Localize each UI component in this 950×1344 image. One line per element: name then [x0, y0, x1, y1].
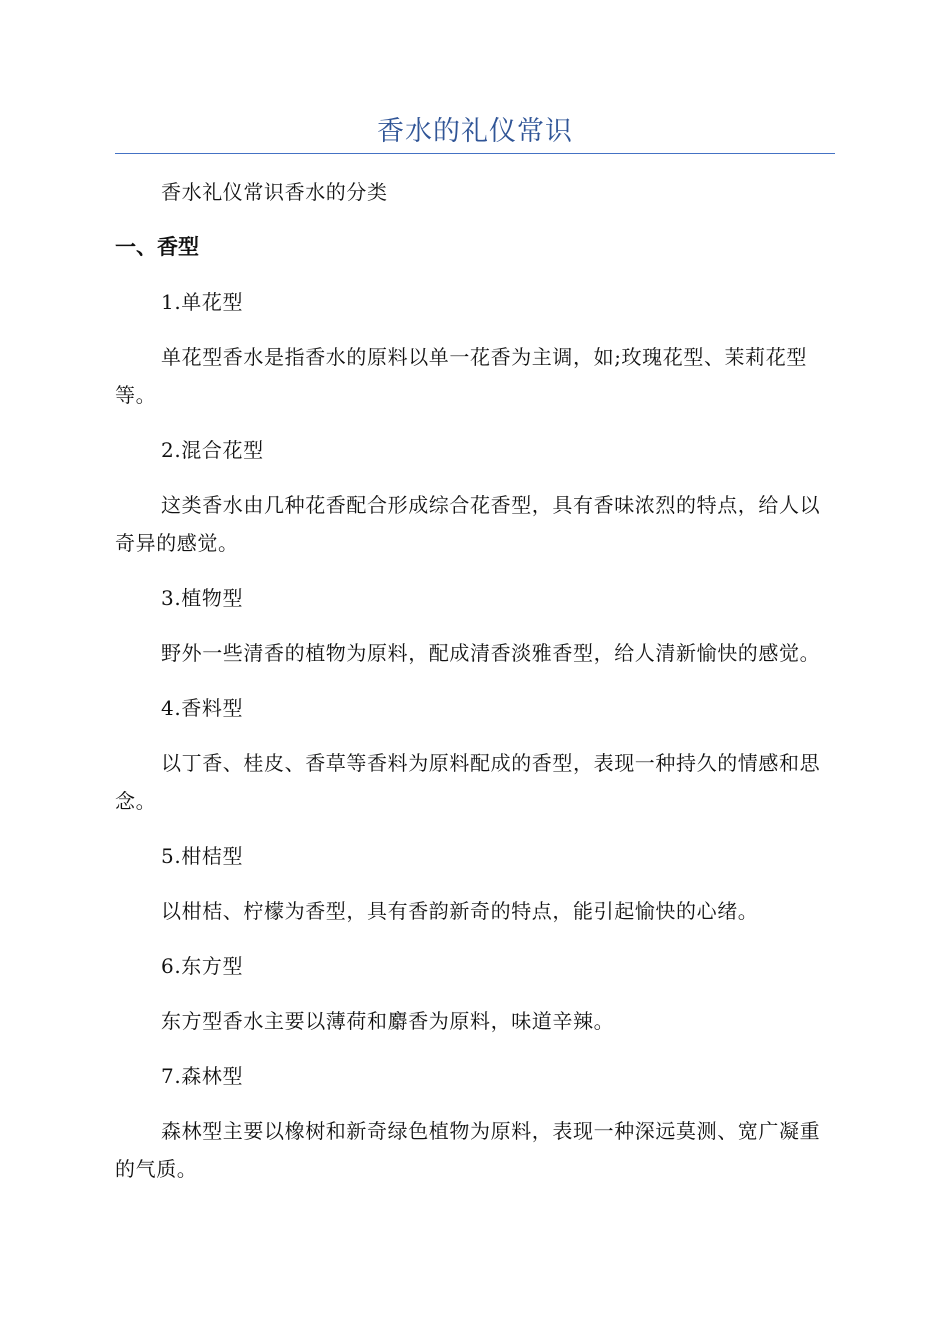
intro-paragraph: 香水礼仪常识香水的分类	[161, 180, 388, 204]
item-heading-7: 7.森林型	[161, 1064, 244, 1088]
title-underline	[115, 153, 835, 154]
section-heading: 一、香型	[115, 235, 199, 259]
item-heading-3: 3.植物型	[161, 586, 244, 610]
item-text-7: 森林型主要以橡树和新奇绿色植物为原料，表现一种深远莫测、宽广凝重的气质。	[115, 1119, 821, 1181]
item-text-4: 以丁香、桂皮、香草等香料为原料配成的香型，表现一种持久的情感和思念。	[115, 751, 821, 813]
item-heading-1: 1.单花型	[161, 290, 244, 314]
item-heading-6: 6.东方型	[161, 954, 244, 978]
item-text-5: 以柑桔、柠檬为香型，具有香韵新奇的特点，能引起愉快的心绪。	[161, 899, 759, 923]
item-text-1: 单花型香水是指香水的原料以单一花香为主调，如;玫瑰花型、茉莉花型等。	[115, 345, 807, 407]
item-heading-2: 2.混合花型	[161, 438, 264, 462]
item-heading-5: 5.柑桔型	[161, 844, 244, 868]
item-text-3: 野外一些清香的植物为原料，配成清香淡雅香型，给人清新愉快的感觉。	[161, 641, 821, 665]
page-title: 香水的礼仪常识	[377, 116, 573, 147]
item-heading-4: 4.香料型	[161, 696, 244, 720]
document-body	[115, 173, 835, 1205]
item-text-2: 这类香水由几种花香配合形成综合花香型，具有香味浓烈的特点，给人以奇异的感觉。	[115, 493, 821, 555]
item-text-6: 东方型香水主要以薄荷和麝香为原料，味道辛辣。	[161, 1009, 615, 1033]
